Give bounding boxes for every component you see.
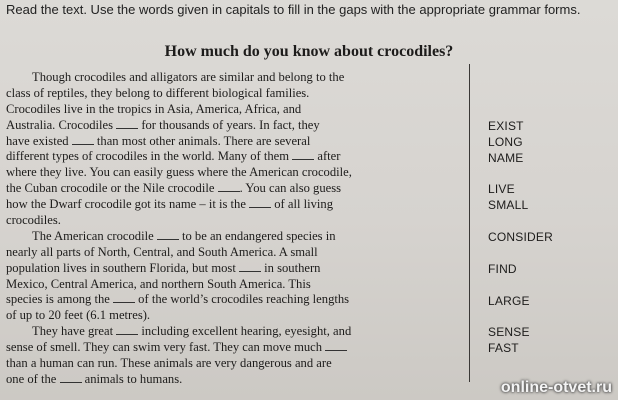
text-line xyxy=(6,372,452,388)
text-segment: different types of crocodiles in the world. Many of them xyxy=(6,149,293,164)
text-title: How much do you know about crocodiles? xyxy=(164,43,454,60)
text-segment: than a human can run. These animals are very dangerous and are xyxy=(6,356,332,371)
text-segment: to be an endangered species in xyxy=(178,228,336,243)
answer-gap xyxy=(116,118,138,129)
text-segment: after xyxy=(314,149,341,164)
text-segment: Mexico, Central America, and northern South America. This xyxy=(6,276,311,291)
text-segment: how the Dwarf crocodile got its name – it is the xyxy=(6,197,250,212)
keyword-name: NAME xyxy=(488,150,524,165)
text-segment: the Cuban crocodile or the Nile crocodile xyxy=(6,181,218,196)
text-segment: They have great xyxy=(32,324,117,339)
answer-gap xyxy=(292,149,314,160)
text-segment: crocodiles. xyxy=(6,213,61,228)
text-line xyxy=(6,70,452,86)
text-segment: sense of smell. They can swim very fast. They can move much xyxy=(6,340,326,355)
text-segment: population lives in southern Florida, but most xyxy=(6,260,239,275)
keyword-fast: FAST xyxy=(488,341,519,356)
keyword-large: LARGE xyxy=(488,293,530,308)
keyword-exist: EXIST xyxy=(488,118,524,133)
reading-text xyxy=(6,70,452,388)
keyword-long: LONG xyxy=(488,134,523,149)
answer-gap xyxy=(325,340,347,351)
answer-gap xyxy=(116,324,138,335)
text-segment: species is among the xyxy=(6,292,114,307)
text-line xyxy=(6,165,452,181)
text-line xyxy=(6,181,452,197)
text-segment: nearly all parts of North, Central, and South America. A small xyxy=(6,244,318,259)
site-watermark: online-otvet.ru xyxy=(500,379,612,396)
text-line xyxy=(6,213,452,229)
answer-gap xyxy=(249,197,271,208)
text-line xyxy=(6,340,452,356)
text-line xyxy=(6,86,452,102)
text-segment: . You can also guess xyxy=(239,181,342,196)
answer-gap xyxy=(157,229,179,240)
text-line xyxy=(6,118,452,134)
text-line xyxy=(6,324,452,340)
keyword-find: FIND xyxy=(488,261,517,276)
answer-gap xyxy=(239,261,261,272)
text-segment: Crocodiles live in the tropics in Asia, America, Africa, and xyxy=(6,101,302,116)
text-line xyxy=(6,102,452,118)
task-instructions: Read the text. Use the words given in capitals to fill in the gaps with the appropriate grammar forms. xyxy=(6,2,581,17)
text-segment: of the world’s crocodiles reaching lengths xyxy=(135,292,350,307)
text-segment: of up to 20 feet (6.1 metres). xyxy=(6,308,151,323)
text-segment: of all living xyxy=(271,197,333,212)
text-line xyxy=(6,261,452,277)
text-segment: Though crocodiles and alligators are similar and belong to the xyxy=(32,70,345,84)
text-segment: animals to humans. xyxy=(81,371,183,386)
keyword-live: LIVE xyxy=(488,182,515,197)
text-line xyxy=(6,356,452,372)
text-line xyxy=(6,134,452,150)
keyword-sense: SENSE xyxy=(488,325,530,340)
text-segment: for thousands of years. In fact, they xyxy=(138,117,320,132)
text-line xyxy=(6,197,452,213)
answer-gap xyxy=(60,372,82,383)
text-line xyxy=(6,277,452,293)
text-line xyxy=(6,292,452,308)
answer-gap xyxy=(218,181,240,192)
column-divider xyxy=(469,64,470,382)
text-segment: than most other animals. There are several xyxy=(93,133,311,148)
keyword-consider: CONSIDER xyxy=(488,230,553,244)
keyword-small: SMALL xyxy=(488,198,529,213)
text-segment: one of the xyxy=(6,371,60,386)
text-segment: in southern xyxy=(260,260,321,275)
text-segment: class of reptiles, they belong to different biological families. xyxy=(6,85,310,100)
text-segment: including excellent hearing, eyesight, and xyxy=(138,324,352,339)
text-segment: where they live. You can easily guess where the American crocodile, xyxy=(6,165,352,180)
text-segment: have existed xyxy=(6,133,72,148)
text-line xyxy=(6,149,452,165)
text-segment: Australia. Crocodiles xyxy=(6,117,117,132)
text-segment: The American crocodile xyxy=(32,228,157,243)
answer-gap xyxy=(113,292,135,303)
text-line xyxy=(6,229,452,245)
answer-gap xyxy=(72,134,94,145)
text-line xyxy=(6,308,452,324)
text-line xyxy=(6,245,452,261)
